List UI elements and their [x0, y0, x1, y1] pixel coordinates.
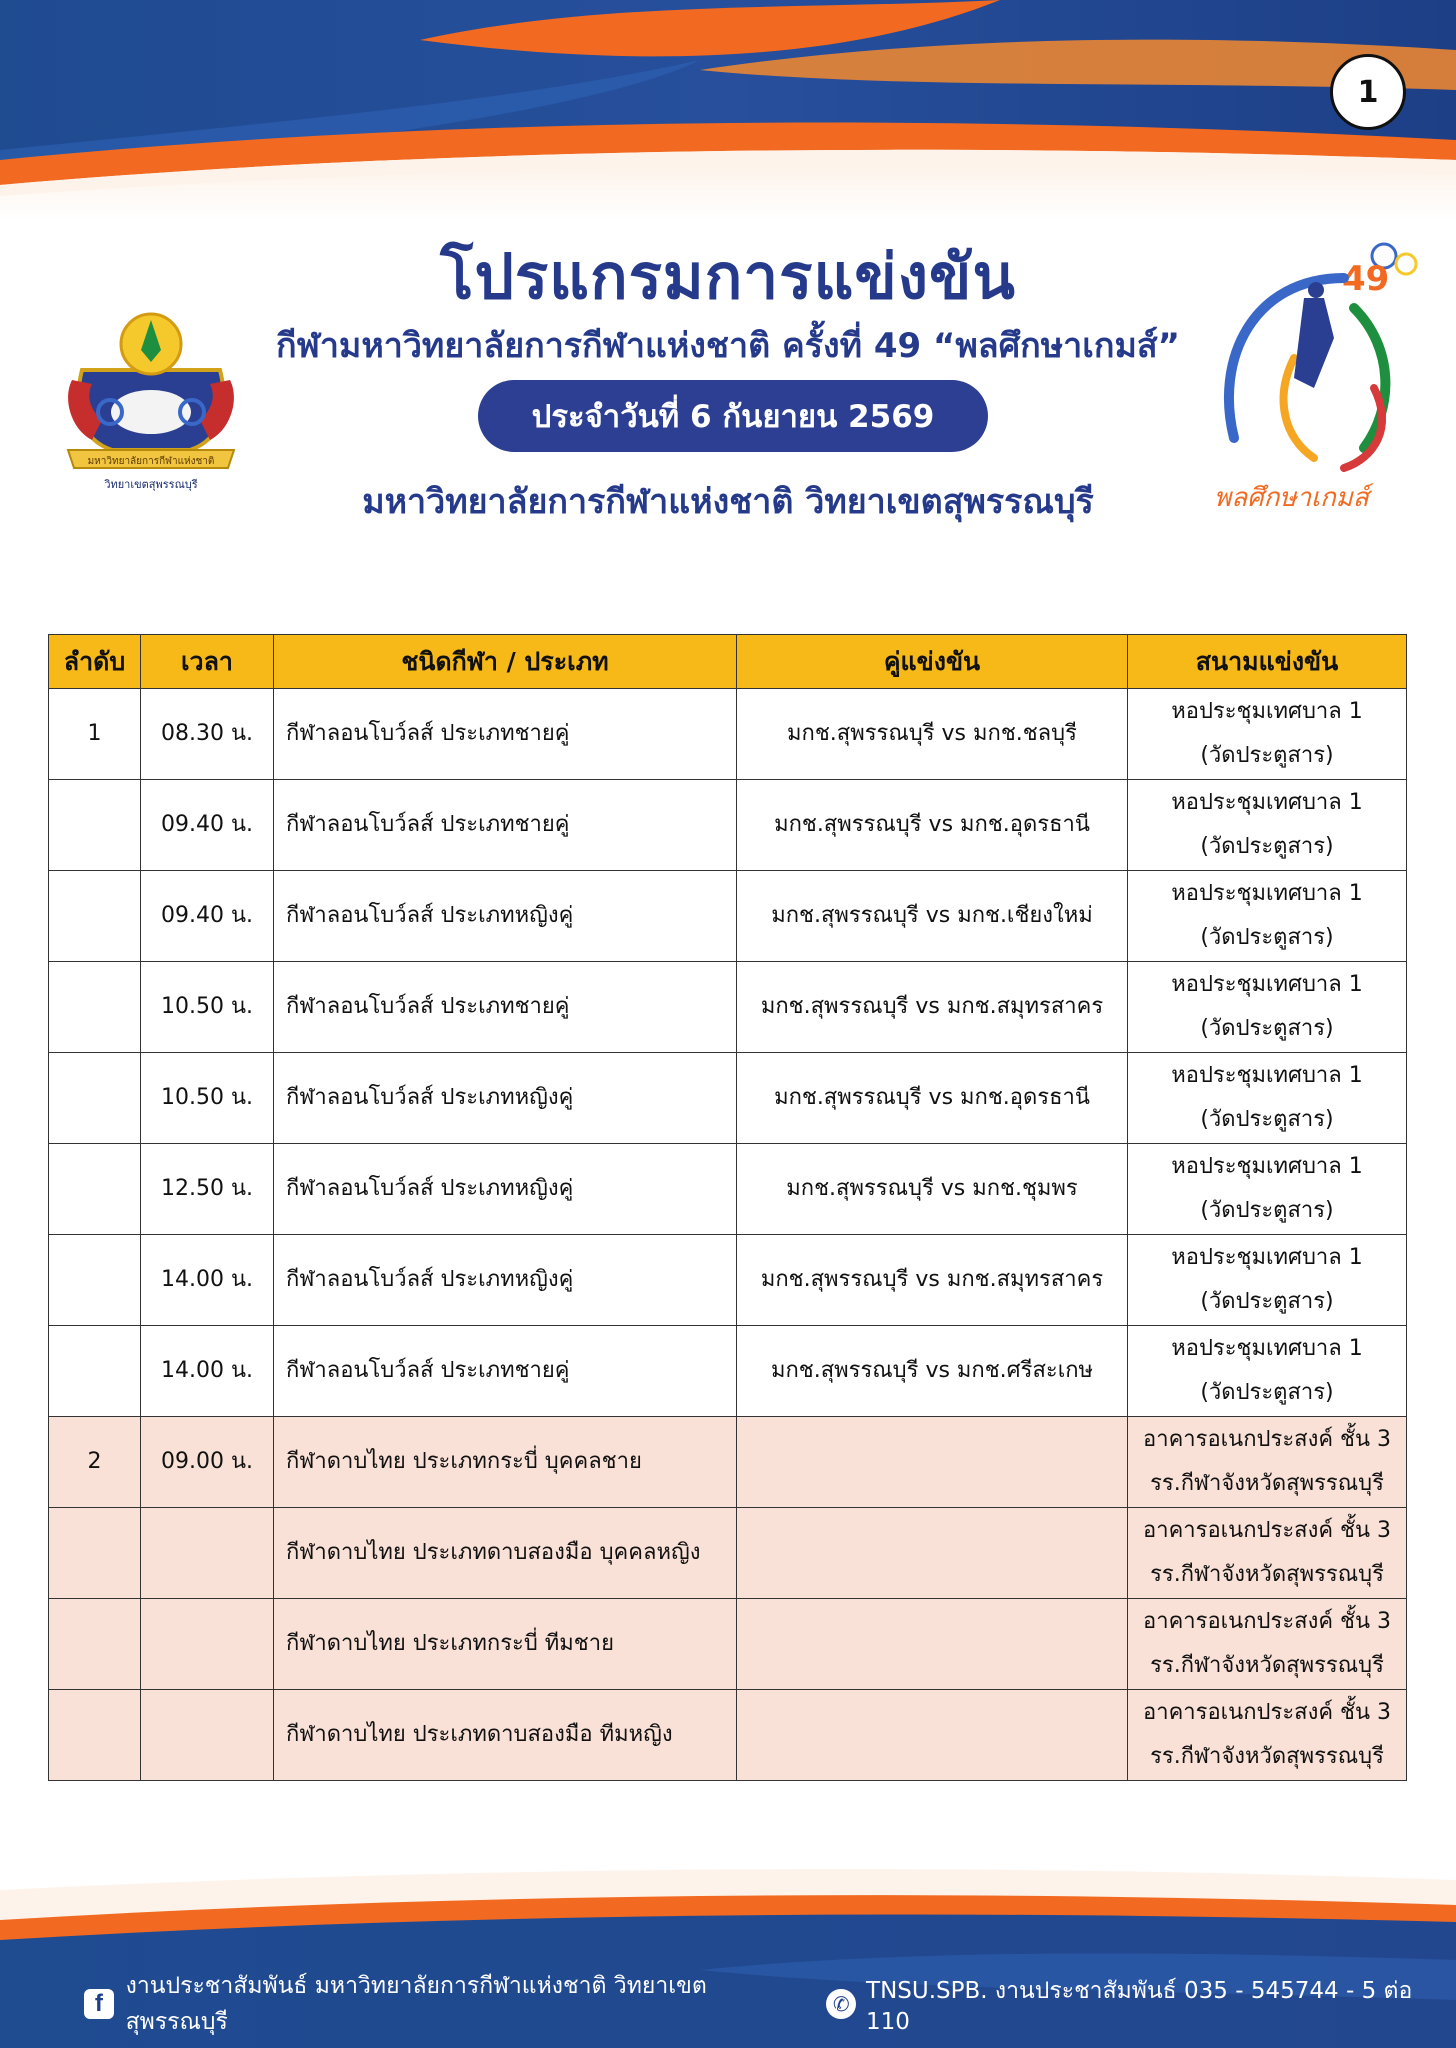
row-no [49, 1053, 141, 1144]
venue-line-2: (วัดประตูสาร) [1200, 925, 1334, 950]
row-no [49, 1599, 141, 1690]
footer-contact-bar [0, 1960, 1456, 2048]
facebook-page-text[interactable]: งานประชาสัมพันธ์ มหาวิทยาลัยการกีฬาแห่งชาติ วิทยาเขตสุพรรณบุรี [125, 1973, 707, 2035]
table-row [49, 1326, 1407, 1417]
venue-line-2: (วัดประตูสาร) [1200, 1380, 1334, 1405]
venue-line-1: หอประชุมเทศบาล 1 [1171, 881, 1363, 906]
table-row [49, 871, 1407, 962]
venue-line-2: (วัดประตูสาร) [1200, 743, 1334, 768]
row-venue [1128, 962, 1407, 1053]
venue-line-1: หอประชุมเทศบาล 1 [1171, 1063, 1363, 1088]
row-match: มกช.สุพรรณบุรี vs มกช.ศรีสะเกษ [737, 1326, 1128, 1417]
facebook-icon[interactable]: f [84, 1989, 114, 2019]
page-number-badge: 1 [1330, 54, 1406, 130]
row-venue [1128, 1326, 1407, 1417]
header-time: เวลา [141, 635, 274, 689]
row-match: มกช.สุพรรณบุรี vs มกช.ชลบุรี [737, 689, 1128, 780]
row-no [49, 1508, 141, 1599]
venue-line-1: หอประชุมเทศบาล 1 [1171, 972, 1363, 997]
row-match: มกช.สุพรรณบุรี vs มกช.สมุทรสาคร [737, 1235, 1128, 1326]
row-sport: กีฬาลอนโบว์ลส์ ประเภทหญิงคู่ [274, 1235, 737, 1326]
row-venue [1128, 780, 1407, 871]
venue-line-2: รร.กีฬาจังหวัดสุพรรณบุรี [1150, 1471, 1384, 1496]
venue-line-1: อาคารอเนกประสงค์ ชั้น 3 [1143, 1518, 1391, 1543]
table-row [49, 1508, 1407, 1599]
row-match: มกช.สุพรรณบุรี vs มกช.ชุมพร [737, 1144, 1128, 1235]
row-time: 09.40 น. [141, 871, 274, 962]
row-time: 09.40 น. [141, 780, 274, 871]
venue-line-1: อาคารอเนกประสงค์ ชั้น 3 [1143, 1700, 1391, 1725]
row-time [141, 1690, 274, 1781]
venue-line-2: (วัดประตูสาร) [1200, 1289, 1334, 1314]
row-match: มกช.สุพรรณบุรี vs มกช.อุดรธานี [737, 1053, 1128, 1144]
table-row [49, 1235, 1407, 1326]
header-banner [0, 0, 1456, 220]
row-no [49, 962, 141, 1053]
row-venue [1128, 1508, 1407, 1599]
row-sport: กีฬาดาบไทย ประเภทกระบี่ บุคคลชาย [274, 1417, 737, 1508]
venue-line-2: (วัดประตูสาร) [1200, 834, 1334, 859]
row-no: 1 [49, 689, 141, 780]
row-sport: กีฬาลอนโบว์ลส์ ประเภทชายคู่ [274, 962, 737, 1053]
row-sport: กีฬาลอนโบว์ลส์ ประเภทหญิงคู่ [274, 1144, 737, 1235]
row-time: 08.30 น. [141, 689, 274, 780]
row-no [49, 780, 141, 871]
row-venue [1128, 1144, 1407, 1235]
row-sport: กีฬาดาบไทย ประเภทกระบี่ ทีมชาย [274, 1599, 737, 1690]
venue-line-1: หอประชุมเทศบาล 1 [1171, 699, 1363, 724]
campus-title: มหาวิทยาลัยการกีฬาแห่งชาติ วิทยาเขตสุพรรณบุรี [362, 482, 1094, 522]
header-no: ลำดับ [49, 635, 141, 689]
venue-line-1: หอประชุมเทศบาล 1 [1171, 1336, 1363, 1361]
row-venue [1128, 689, 1407, 780]
header-venue: สนามแข่งขัน [1128, 635, 1407, 689]
svg-text:วิทยาเขตสุพรรณบุรี: วิทยาเขตสุพรรณบุรี [104, 478, 198, 491]
page-subtitle: กีฬามหาวิทยาลัยการกีฬาแห่งชาติ ครั้งที่ 49 “พลศึกษาเกมส์” [276, 326, 1180, 366]
row-no: 2 [49, 1417, 141, 1508]
row-venue [1128, 1235, 1407, 1326]
row-sport: กีฬาลอนโบว์ลส์ ประเภทชายคู่ [274, 780, 737, 871]
row-sport: กีฬาดาบไทย ประเภทดาบสองมือ บุคคลหญิง [274, 1508, 737, 1599]
venue-line-2: รร.กีฬาจังหวัดสุพรรณบุรี [1150, 1653, 1384, 1678]
table-row [49, 962, 1407, 1053]
table-row [49, 1599, 1407, 1690]
row-match [737, 1417, 1128, 1508]
games-logo [1194, 238, 1420, 528]
row-no [49, 871, 141, 962]
schedule-table [48, 634, 1407, 1781]
header-sport: ชนิดกีฬา / ประเภท [274, 635, 737, 689]
table-row [49, 1053, 1407, 1144]
table-row [49, 1417, 1407, 1508]
date-pill [478, 380, 988, 452]
venue-line-2: (วัดประตูสาร) [1200, 1198, 1334, 1223]
venue-line-1: หอประชุมเทศบาล 1 [1171, 790, 1363, 815]
row-time: 09.00 น. [141, 1417, 274, 1508]
row-time [141, 1599, 274, 1690]
row-match: มกช.สุพรรณบุรี vs มกช.สมุทรสาคร [737, 962, 1128, 1053]
row-time: 10.50 น. [141, 1053, 274, 1144]
svg-text:49: 49 [1342, 259, 1390, 299]
svg-text:พลศึกษาเกมส์: พลศึกษาเกมส์ [1214, 483, 1369, 513]
row-sport: กีฬาลอนโบว์ลส์ ประเภทชายคู่ [274, 1326, 737, 1417]
phone-icon: ✆ [826, 1989, 856, 2019]
row-no [49, 1144, 141, 1235]
svg-text:มหาวิทยาลัยการกีฬาแห่งชาติ: มหาวิทยาลัยการกีฬาแห่งชาติ [87, 456, 215, 467]
row-time: 10.50 น. [141, 962, 274, 1053]
row-match [737, 1599, 1128, 1690]
row-match: มกช.สุพรรณบุรี vs มกช.อุดรธานี [737, 780, 1128, 871]
table-row [49, 780, 1407, 871]
page-title: โปรแกรมการแข่งขัน [440, 240, 1016, 313]
row-venue [1128, 1053, 1407, 1144]
row-sport: กีฬาดาบไทย ประเภทดาบสองมือ ทีมหญิง [274, 1690, 737, 1781]
row-sport: กีฬาลอนโบว์ลส์ ประเภทหญิงคู่ [274, 1053, 737, 1144]
row-venue [1128, 1599, 1407, 1690]
table-header-row [49, 635, 1407, 689]
venue-line-1: อาคารอเนกประสงค์ ชั้น 3 [1143, 1609, 1391, 1634]
row-venue [1128, 1690, 1407, 1781]
contact-text: TNSU.SPB. งานประชาสัมพันธ์ 035 - 545744 - 5 ต่อ 110 [866, 1978, 1413, 2035]
row-time: 14.00 น. [141, 1235, 274, 1326]
row-no [49, 1235, 141, 1326]
venue-line-2: (วัดประตูสาร) [1200, 1016, 1334, 1041]
venue-line-2: รร.กีฬาจังหวัดสุพรรณบุรี [1150, 1744, 1384, 1769]
row-time: 14.00 น. [141, 1326, 274, 1417]
venue-line-1: หอประชุมเทศบาล 1 [1171, 1245, 1363, 1270]
row-time [141, 1508, 274, 1599]
venue-line-2: รร.กีฬาจังหวัดสุพรรณบุรี [1150, 1562, 1384, 1587]
venue-line-2: (วัดประตูสาร) [1200, 1107, 1334, 1132]
table-row [49, 1144, 1407, 1235]
row-time: 12.50 น. [141, 1144, 274, 1235]
row-match: มกช.สุพรรณบุรี vs มกช.เชียงใหม่ [737, 871, 1128, 962]
row-sport: กีฬาลอนโบว์ลส์ ประเภทหญิงคู่ [274, 871, 737, 962]
table-row [49, 689, 1407, 780]
row-no [49, 1690, 141, 1781]
header-match: คู่แข่งขัน [737, 635, 1128, 689]
row-match [737, 1690, 1128, 1781]
date-label: ประจำวันที่ 6 กันยายน 2569 [531, 399, 935, 435]
row-venue [1128, 871, 1407, 962]
venue-line-1: หอประชุมเทศบาล 1 [1171, 1154, 1363, 1179]
row-sport: กีฬาลอนโบว์ลส์ ประเภทชายคู่ [274, 689, 737, 780]
row-no [49, 1326, 141, 1417]
table-row [49, 1690, 1407, 1781]
row-venue [1128, 1417, 1407, 1508]
venue-line-1: อาคารอเนกประสงค์ ชั้น 3 [1143, 1427, 1391, 1452]
row-match [737, 1508, 1128, 1599]
